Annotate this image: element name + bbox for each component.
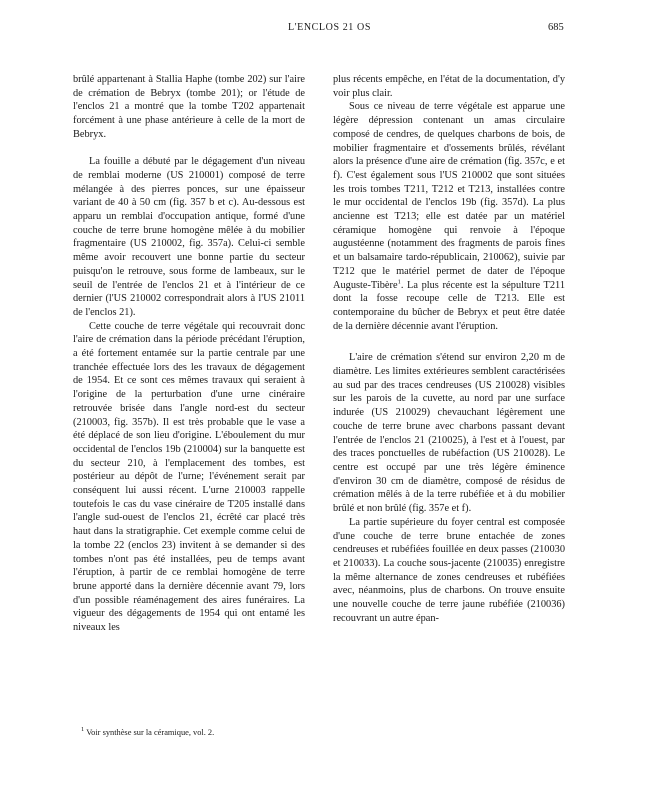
footnote-marker: 1 (81, 726, 85, 734)
paragraph: plus récents empêche, en l'état de la documentation, d'y voir plus clair. (333, 74, 565, 99)
footnote-text: Voir synthèse sur la céramique, vol. 2. (86, 728, 215, 737)
paragraph: L'aire de crémation s'étend sur environ 2,20 m de diamètre. Les limites extérieures semblent caractérisées au sud par des traces cendreuses (US 210028) visibles sur les parois de la cuvette, au nord par une surface indurée (US 210029) chevauchant légèrement une couche de terre brune avec charbons passant devant l'entrée de l'enclos 21 (210025), à l'est et à l'ouest, par des traces ponctuelles de rubéfaction (US 210028). Le centre est occupé par une très légère éminence d'environ 30 cm de diamètre, composé de résidus de crémation mêlés à de la terre rubéfiée et à du mobilier brûlé et non brûlé (fig. 357e et f). (333, 352, 565, 515)
paragraph: La fouille a débuté par le dégagement d'un niveau de remblai moderne (US 210001) composé de terre mélangée à des pierres ponces, sur une épaisseur variant de 40 à 50 cm (fig. 357 b et c). Au-dessous est apparu un remblai d'occupation antique, formé d'une couche de terre brune homogène mêlée à du mobilier fragmentaire (US 210002, fig. 357a). Celui-ci semble même avoir recouvert une bonne partie du secteur puisqu'on le retrouve, sous forme de lambeaux, sur le seuil de l'entrée de l'enclos 21 et à l'intérieur de ce dernier (l'US 210002 correspondrait alors à l'US 21011 de l'enclos 21). (73, 156, 305, 318)
paragraph: La partie supérieure du foyer central est composée d'une couche de terre brune entachée de zones cendreuses et rubéfiées fouillée en deux passes (210030 et 210033). La couche sous-jacente (210035) enregistre la même alternance de zones cendreuses et rubéfiées avec, néanmoins, plus de charbons. On trouve ensuite une nouvelle couche de terre jaune rubéfiée (210036) recouvrant un autre épan- (333, 516, 565, 624)
right-column (333, 73, 565, 625)
paragraph: brûlé appartenant à Stallia Haphe (tombe 202) sur l'aire de crémation de Bebryx (tombe 201); or l'étude de l'enclos 21 a montré que la tombe T202 appartenait forcément à une phase antérieure à celle de la mort de Bebryx. (73, 74, 305, 140)
running-title: L'ENCLOS 21 OS (288, 22, 371, 33)
paragraph: Sous ce niveau de terre végétale est apparue une légère dépression contenant un amas circulaire composé de cendres, de quelques charbons de bois, de mobilier fragmentaire et d'ossements brûlés, révélant alors la présence d'une aire de crémation (fig. 357c, e et f). C'est également sous l'US 210002 que sont situées les trois tombes T211, T212 et T213, installées contre le mur occidental de l'enclos 19b (fig. 357d). La plus ancienne est T213; elle est datée par un matériel céramique homogène qui renvoie à l'époque augustéenne (notamment des fragments de parois fines et un balsamaire tardo-républicain, 210062), suivie par T212 que le matériel permet de dater de l'époque Auguste-Tibère$^1$. La plus récente est la sépulture T211 dont la fosse recoupe celle de T213. Elle est contemporaine du bûcher de Bebryx et peut être datée de la dernière décennie avant l'éruption. (333, 101, 566, 332)
paragraph: Cette couche de terre végétale qui recouvrait donc l'aire de crémation dans la période précédant l'éruption, a été fortement entamée sur la partie centrale par une tranchée effectuée lors des les travaux de dégagement de 1954. Et ce sont ces mêmes travaux qui seraient à l'origine de la perturbation d'une urne cinéraire retrouvée brisée dans l'angle nord-est du secteur (210003, fig. 357b). Il est très probable que le vase a été déplacé de son lieu d'origine. L'éboulement du mur occidental de l'enclos 19b (210004) sur la banquette est du secteur 210, à l'emplacement des tombes, est postérieur au dépôt de l'urne; l'événement serait par conséquent lui aussi récent. L'urne 210003 rappelle toutefois le cas du vase cinéraire de T205 installé dans l'angle sud-ouest de l'enclos 21, écrêté car placé très haut dans la stratigraphie. Cet exemple comme celui de la tombe 22 (enclos 23) invitent à se demander si des tombes n'ont pas été installées, peu de temps avant l'éruption, à partir de ce remblai homogène de terre brune apporté dans la dernière décennie avant 79, lors d'un possible réaménagement des aires funéraires. La vigueur des dégagements de 1954 qui ont entamé les niveaux les (73, 320, 305, 634)
running-head (0, 22, 650, 42)
left-column (73, 73, 305, 635)
footnote-reference: 1 (397, 278, 401, 286)
footnote (81, 727, 481, 738)
paragraph-text: Sous ce niveau de terre végétale est apparue une légère dépression contenant un amas circulaire composé de cendres, de quelques charbons de bois, de mobilier fragmentaire et d'ossements brûlés, révélant alors la présence d'une aire de crémation (fig. 357c, e et f). C'est également sous l'US 210002 que sont situées les trois tombes T211, T212 et T213, installées contre le mur occidental de l'enclos 19b (fig. 357d). La plus ancienne est T213; elle est datée par un matériel céramique homogène qui renvoie à l'époque augustéenne (notamment des fragments de parois fines et un balsamaire tardo-républicain, 210062), suivie par T212 que le matériel permet de dater de l'époque Auguste-Tibère (333, 101, 565, 291)
paragraph-text: La plus récente est la sépulture T211 dont la fosse recoupe celle de T213. Elle est contemporaine du bûcher de Bebryx et peut être datée de la dernière décennie avant l'éruption. (333, 279, 566, 332)
page-number: 685 (548, 22, 564, 33)
